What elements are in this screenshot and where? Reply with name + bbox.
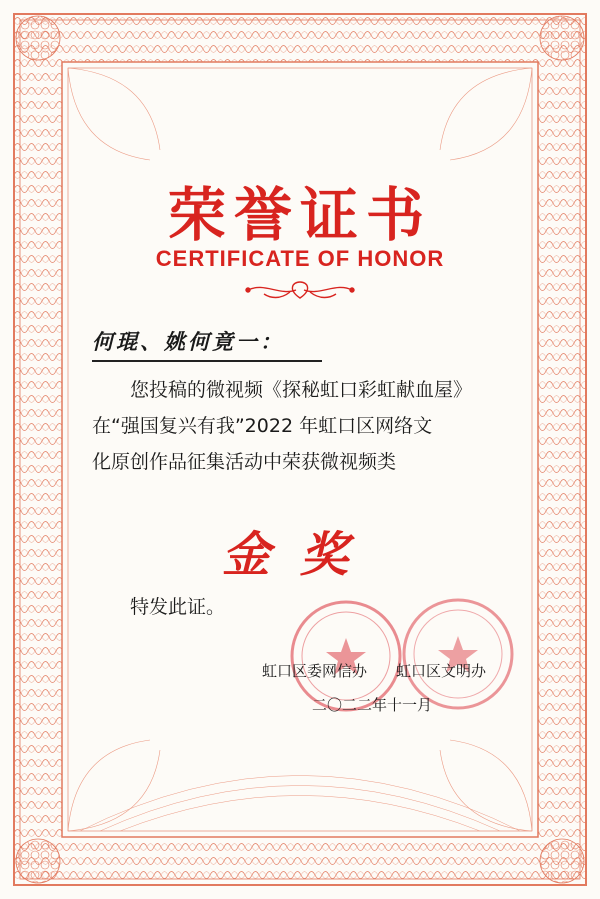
certificate-body (92, 372, 532, 480)
award-title: 金奖 (221, 527, 378, 583)
issuer-name: 虹口区文明办 (396, 662, 487, 680)
body-line-3: 化原创作品征集活动中荣获微视频类 (92, 451, 397, 473)
body-line-2: 在“强国复兴有我”2022 年虹口区网络文 (92, 415, 433, 437)
floral-divider-icon (240, 276, 360, 306)
recipient-names: 何琨、姚何竟一： (92, 326, 322, 362)
closing-text: 特发此证。 (130, 596, 226, 618)
certificate-title: 荣誉证书 (167, 181, 432, 249)
certificate-subtitle: CERTIFICATE OF HONOR (155, 246, 445, 271)
issue-date: 二〇二二年十一月 (312, 696, 433, 714)
body-line-1: 您投稿的微视频《探秘虹口彩虹献血屋》 (130, 379, 473, 401)
issuer-name: 虹口区委网信办 (262, 662, 368, 680)
